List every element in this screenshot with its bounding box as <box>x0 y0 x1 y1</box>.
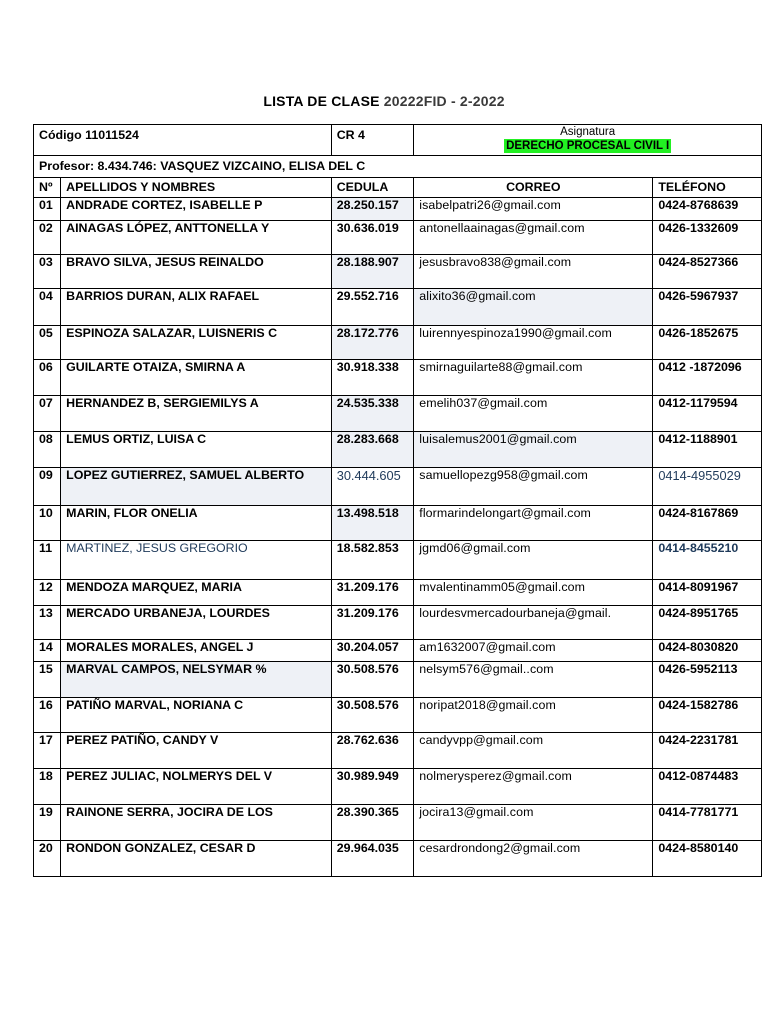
title-suffix: 20222FID - 2-2022 <box>383 93 505 109</box>
row-number: 02 <box>34 221 61 255</box>
student-cedula: 28.390.365 <box>331 805 414 841</box>
table-row <box>34 698 762 733</box>
table-row <box>34 841 762 877</box>
student-email: luisalemus2001@gmail.com <box>414 432 653 468</box>
student-email: lourdesvmercadourbaneja@gmail. <box>414 606 653 640</box>
student-name: PEREZ PATIÑO, CANDY V <box>61 733 332 769</box>
row-number: 19 <box>34 805 61 841</box>
row-number: 17 <box>34 733 61 769</box>
student-email: jesusbravo838@gmail.com <box>414 255 653 289</box>
table-row <box>34 606 762 640</box>
student-name: MERCADO URBANEJA, LOURDES <box>61 606 332 640</box>
table-row <box>34 396 762 432</box>
student-name: BRAVO SILVA, JESUS REINALDO <box>61 255 332 289</box>
row-number: 03 <box>34 255 61 289</box>
student-cedula: 30.204.057 <box>331 640 414 662</box>
document-title <box>0 93 768 109</box>
student-cedula: 30.989.949 <box>331 769 414 805</box>
student-phone: 0426-5967937 <box>653 289 762 326</box>
student-phone: 0414-7781771 <box>653 805 762 841</box>
student-email: jgmd06@gmail.com <box>414 541 653 580</box>
course-credits: CR 4 <box>331 125 414 156</box>
table-row <box>34 198 762 221</box>
student-name: LOPEZ GUTIERREZ, SAMUEL ALBERTO <box>61 468 332 506</box>
student-phone: 0424-8527366 <box>653 255 762 289</box>
student-phone: 0412-1179594 <box>653 396 762 432</box>
student-name: MARVAL CAMPOS, NELSYMAR % <box>61 662 332 698</box>
student-email: am1632007@gmail.com <box>414 640 653 662</box>
student-name: RAINONE SERRA, JOCIRA DE LOS <box>61 805 332 841</box>
row-number: 10 <box>34 506 61 541</box>
row-number: 11 <box>34 541 61 580</box>
student-name: MARTINEZ, JESUS GREGORIO <box>61 541 332 580</box>
student-name: MENDOZA MARQUEZ, MARIA <box>61 580 332 606</box>
row-number: 01 <box>34 198 61 221</box>
student-cedula: 24.535.338 <box>331 396 414 432</box>
row-number: 12 <box>34 580 61 606</box>
subject-label: Asignatura <box>560 126 616 138</box>
column-header-no: Nº <box>34 178 61 198</box>
student-phone: 0412 -1872096 <box>653 360 762 396</box>
student-email: emelih037@gmail.com <box>414 396 653 432</box>
student-email: nolmerysperez@gmail.com <box>414 769 653 805</box>
student-phone: 0426-1332609 <box>653 221 762 255</box>
student-name: MARIN, FLOR ONELIA <box>61 506 332 541</box>
student-cedula: 30.918.338 <box>331 360 414 396</box>
row-number: 14 <box>34 640 61 662</box>
student-cedula: 29.552.716 <box>331 289 414 326</box>
column-header-telefono: TELÉFONO <box>653 178 762 198</box>
student-cedula: 30.636.019 <box>331 221 414 255</box>
student-name: ESPINOZA SALAZAR, LUISNERIS C <box>61 326 332 360</box>
table-row <box>34 662 762 698</box>
table-row <box>34 769 762 805</box>
table-row <box>34 733 762 769</box>
student-cedula: 28.283.668 <box>331 432 414 468</box>
subject-name: DERECHO PROCESAL CIVIL I <box>506 140 670 152</box>
table-row <box>34 326 762 360</box>
student-cedula: 28.188.907 <box>331 255 414 289</box>
professor-line: Profesor: 8.434.746: VASQUEZ VIZCAINO, ELISA DEL C <box>34 156 762 178</box>
student-phone: 0424-8167869 <box>653 506 762 541</box>
column-header-cedula: CEDULA <box>331 178 414 198</box>
student-name: LEMUS ORTIZ, LUISA C <box>61 432 332 468</box>
student-name: GUILARTE OTAIZA, SMIRNA A <box>61 360 332 396</box>
student-email: alixito36@gmail.com <box>414 289 653 326</box>
table-row <box>34 255 762 289</box>
title-prefix: LISTA DE CLASE <box>263 93 380 109</box>
student-cedula: 28.250.157 <box>331 198 414 221</box>
row-number: 08 <box>34 432 61 468</box>
student-name: HERNANDEZ B, SERGIEMILYS A <box>61 396 332 432</box>
table-row <box>34 805 762 841</box>
student-cedula: 29.964.035 <box>331 841 414 877</box>
student-email: noripat2018@gmail.com <box>414 698 653 733</box>
student-phone: 0414-8455210 <box>653 541 762 580</box>
student-cedula: 31.209.176 <box>331 606 414 640</box>
row-number: 05 <box>34 326 61 360</box>
row-number: 09 <box>34 468 61 506</box>
student-email: jocira13@gmail.com <box>414 805 653 841</box>
student-cedula: 28.172.776 <box>331 326 414 360</box>
student-email: mvalentinamm05@gmail.com <box>414 580 653 606</box>
column-header-correo: CORREO <box>414 178 653 198</box>
row-number: 04 <box>34 289 61 326</box>
table-row <box>34 506 762 541</box>
table-row <box>34 541 762 580</box>
student-email: flormarindelongart@gmail.com <box>414 506 653 541</box>
student-email: candyvpp@gmail.com <box>414 733 653 769</box>
table-row <box>34 468 762 506</box>
student-email: antonellaainagas@gmail.com <box>414 221 653 255</box>
student-name: PEREZ JULIAC, NOLMERYS DEL V <box>61 769 332 805</box>
row-number: 18 <box>34 769 61 805</box>
student-phone: 0424-8580140 <box>653 841 762 877</box>
table-row <box>34 640 762 662</box>
student-email: isabelpatri26@gmail.com <box>414 198 653 221</box>
student-cedula: 28.762.636 <box>331 733 414 769</box>
row-number: 20 <box>34 841 61 877</box>
student-phone: 0424-8951765 <box>653 606 762 640</box>
row-number: 15 <box>34 662 61 698</box>
row-number: 13 <box>34 606 61 640</box>
student-name: PATIÑO MARVAL, NORIANA C <box>61 698 332 733</box>
student-phone: 0424-2231781 <box>653 733 762 769</box>
row-number: 06 <box>34 360 61 396</box>
student-phone: 0426-1852675 <box>653 326 762 360</box>
student-email: smirnaguilarte88@gmail.com <box>414 360 653 396</box>
student-cedula: 30.508.576 <box>331 662 414 698</box>
class-list-table <box>33 124 762 877</box>
student-cedula: 30.444.605 <box>331 468 414 506</box>
row-number: 07 <box>34 396 61 432</box>
subject-cell <box>414 125 762 156</box>
table-row <box>34 289 762 326</box>
student-name: MORALES MORALES, ANGEL J <box>61 640 332 662</box>
student-name: BARRIOS DURAN, ALIX RAFAEL <box>61 289 332 326</box>
student-name: RONDON GONZALEZ, CESAR D <box>61 841 332 877</box>
student-email: luirennyespinoza1990@gmail.com <box>414 326 653 360</box>
student-cedula: 30.508.576 <box>331 698 414 733</box>
student-phone: 0412-0874483 <box>653 769 762 805</box>
student-email: cesardrondong2@gmail.com <box>414 841 653 877</box>
student-phone: 0426-5952113 <box>653 662 762 698</box>
student-phone: 0424-8768639 <box>653 198 762 221</box>
student-email: samuellopezg958@gmail.com <box>414 468 653 506</box>
student-cedula: 13.498.518 <box>331 506 414 541</box>
student-phone: 0424-1582786 <box>653 698 762 733</box>
student-email: nelsym576@gmail..com <box>414 662 653 698</box>
student-phone: 0414-4955029 <box>653 468 762 506</box>
student-name: AINAGAS LÓPEZ, ANTTONELLA Y <box>61 221 332 255</box>
student-cedula: 18.582.853 <box>331 541 414 580</box>
column-header-name: APELLIDOS Y NOMBRES <box>61 178 332 198</box>
table-row <box>34 221 762 255</box>
table-row <box>34 580 762 606</box>
student-cedula: 31.209.176 <box>331 580 414 606</box>
table-row <box>34 360 762 396</box>
student-name: ANDRADE CORTEZ, ISABELLE P <box>61 198 332 221</box>
row-number: 16 <box>34 698 61 733</box>
table-row <box>34 432 762 468</box>
student-phone: 0424-8030820 <box>653 640 762 662</box>
student-phone: 0414-8091967 <box>653 580 762 606</box>
course-code: Código 11011524 <box>34 125 332 156</box>
student-phone: 0412-1188901 <box>653 432 762 468</box>
